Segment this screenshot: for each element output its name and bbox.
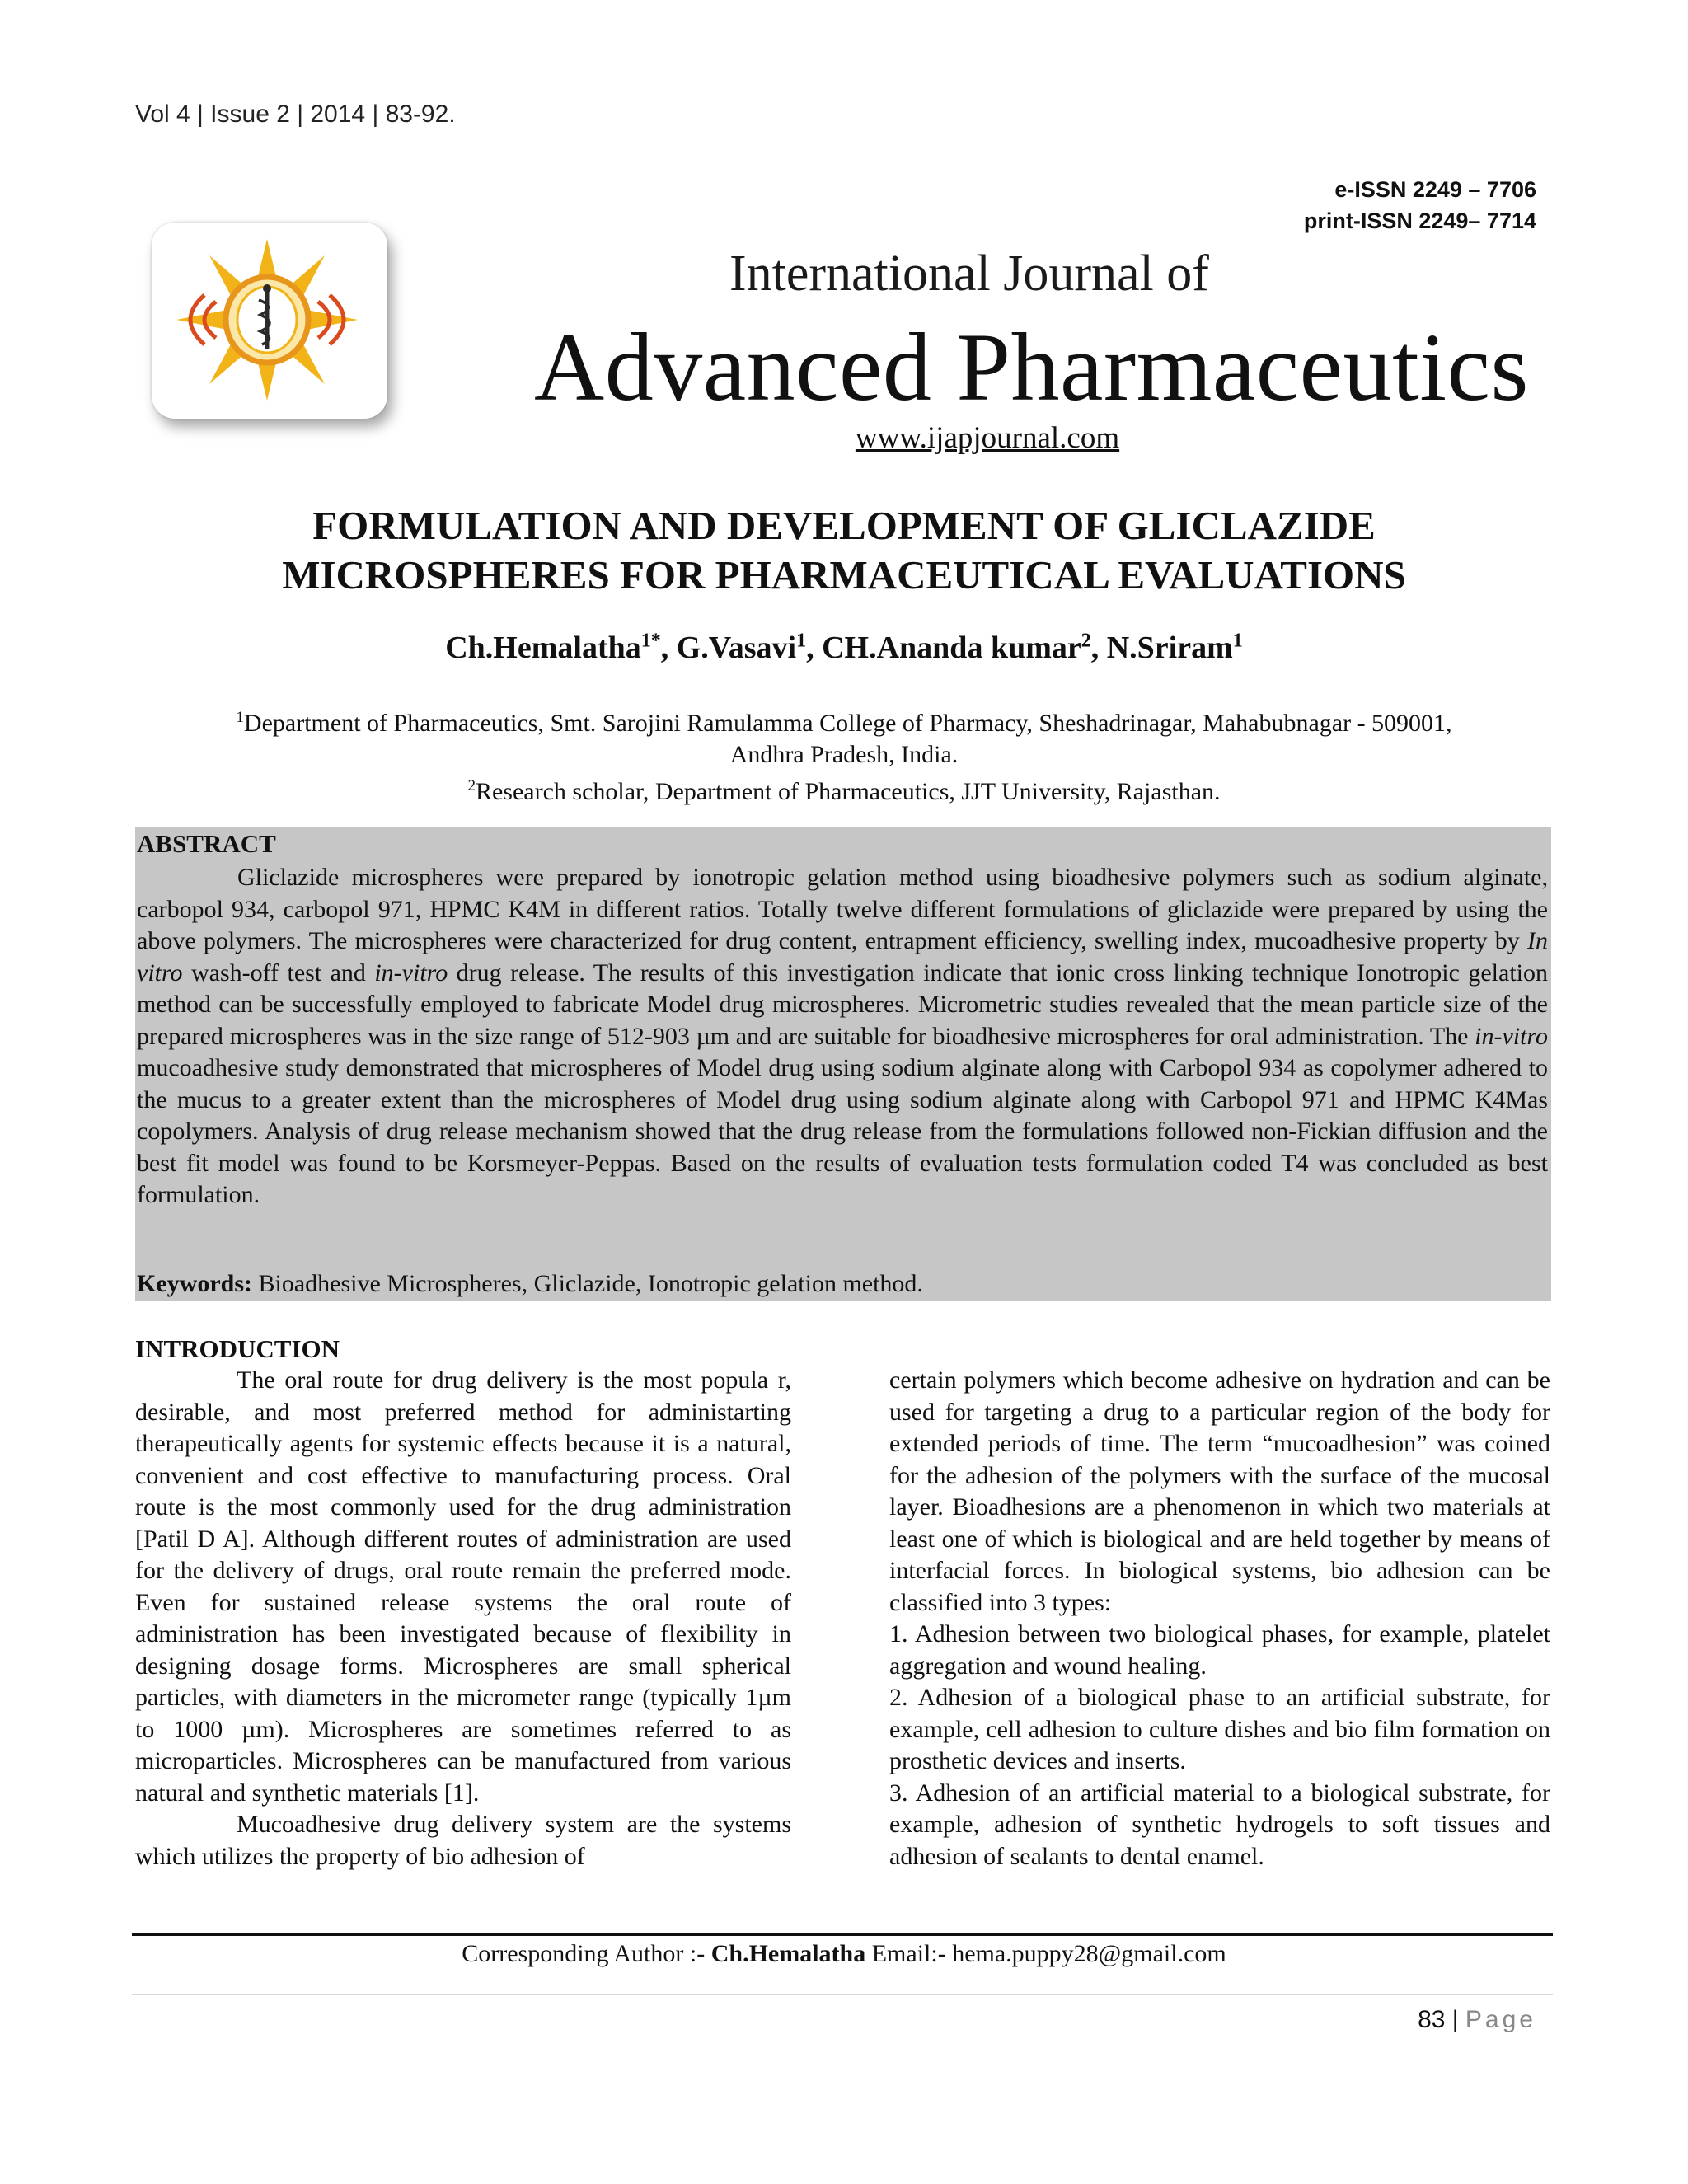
abstract-italic-term: In vitro [137,927,1548,987]
affiliation-marker: 2 [467,777,476,794]
journal-url-link[interactable]: www.ijapjournal.com [855,421,1120,455]
abstract-heading: ABSTRACT [137,829,276,858]
journal-name-line1: International Journal of [729,246,1209,302]
author-name: G.Vasavi [676,630,797,665]
e-issn: e-ISSN 2249 – 7706 [1334,177,1536,202]
author-list [0,630,1688,666]
author-affiliation-marker: 2 [1081,630,1091,652]
abstract-text-part: mucoadhesive study demonstrated that microspheres of Model drug using sodium alginate along with Carbopol 934 as copolymer adhered to the mucus to a greater extent than the microspheres of Model drug using sodium alginate along with Carbopol 971 and HPMC K4Mas copolymers. Analysis of drug release mechanism showed that the drug release from the formulations followed non-Fickian diffusion and the best fit model was found to be Korsmeyer-Peppas. Based on the results of evaluation tests formulation coded T4 was concluded as best formulation. [137,1054,1548,1208]
author-name: Ch.Hemalatha [445,630,641,665]
keywords-line [137,1270,1548,1298]
introduction-heading: INTRODUCTION [135,1334,340,1363]
author-affiliation-marker: 1 [1232,630,1243,652]
volume-issue-line: Vol 4 | Issue 2 | 2014 | 83-92. [135,101,456,128]
page-separator: | [1445,2006,1465,2033]
print-issn: print-ISSN 2249– 7714 [1303,209,1536,233]
paper-title [0,501,1688,600]
affiliation-1 [124,702,1564,739]
adhesion-type-1: 1. Adhesion between two biological phases, for example, platelet aggregation and wound healing. [889,1620,1550,1680]
adhesion-type-3: 3. Adhesion of an artificial material to a biological substrate, for example, adhesion of synthetic hydrogels to soft tissues and adhesion of sealants to dental enamel. [889,1779,1550,1870]
author-separator: , [806,630,823,665]
paper-title-line2: MICROSPHERES FOR PHARMACEUTICAL EVALUATIONS [282,552,1406,598]
keywords-text: Bioadhesive Microspheres, Gliclazide, Ionotropic gelation method. [251,1270,923,1297]
abstract-text-part: drug release. The results of this investigation indicate that ionic cross linking technique Ionotropic gelation method can be successfully employed to fabricate Model drug microspheres. Micrometric studies revealed that the mean particle size of the prepared microspheres was in the size range of 512-903 µm and are suitable for bioadhesive microspheres for oral administration. The [137,958,1548,1050]
abstract-italic-term: in-vitro [374,958,448,987]
corresponding-email: Email:- hema.puppy28@gmail.com [865,1940,1226,1967]
corresponding-author-name: Ch.Hemalatha [710,1940,866,1967]
author-affiliation-marker: 1* [640,630,661,652]
corresponding-label: Corresponding Author :- [462,1940,711,1967]
abstract-text [137,862,1548,1212]
adhesion-type-2: 2. Adhesion of a biological phase to an artificial substrate, for example, cell adhesion to culture dishes and bio film formation on prosthetic devices and inserts. [889,1684,1550,1774]
paper-title-line1: FORMULATION AND DEVELOPMENT OF GLICLAZIDE [312,503,1376,548]
affiliation-1-line1: Department of Pharmaceutics, Smt. Sarojini Ramulamma College of Pharmacy, Sheshadrinagar, Mahabubnagar - 509001, [243,710,1452,737]
abstract-text-part: wash-off test and [182,958,375,987]
page-word: Page [1465,2006,1536,2033]
affiliations [124,702,1564,808]
keywords-label: Keywords: [137,1270,252,1297]
footer-divider [132,1933,1553,1936]
affiliation-2 [124,771,1564,808]
abstract-italic-term: in-vitro [1475,1022,1548,1050]
author-separator: , [1090,630,1107,665]
author-separator: , [660,630,677,665]
sun-caduceus-logo-icon [152,223,387,419]
affiliation-marker: 1 [236,709,244,726]
right-column [889,1365,1550,1872]
author-affiliation-marker: 1 [796,630,807,652]
footer-thin-divider [132,1994,1553,1995]
affiliation-2-text: Research scholar, Department of Pharmaceutics, JJT University, Rajasthan. [475,778,1221,805]
left-column [135,1365,791,1872]
corresponding-author-line [0,1940,1688,1968]
page-number-value: 83 [1418,2006,1446,2033]
journal-logo [152,223,387,419]
abstract-text-part: Gliclazide microspheres were prepared by ionotropic gelation method using bioadhesive polymers such as sodium alginate, carbopol 934, carbopol 971, HPMC K4M in different ratios. Totally twelve different formulations of gliclazide were prepared by using the above polymers. The microspheres were characterized for drug content, entrapment efficiency, swelling index, mucoadhesive property by [137,864,1548,954]
author-name: CH.Ananda kumar [822,630,1081,665]
journal-name-line2: Advanced Pharmaceutics [534,313,1529,421]
intro-paragraph-3: certain polymers which become adhesive on hydration and can be used for targeting a drug to a particular region of the body for extended periods of time. The term “mucoadhesion” was coined for the adhesion of the polymers with the surface of the mucosal layer. Bioadhesions are a phenomenon in which two materials at least one of which is biological and are held together by means of interfacial forces. In biological systems, bio adhesion can be classified into 3 types: [889,1366,1550,1616]
affiliation-1-line2: Andhra Pradesh, India. [729,741,959,768]
intro-paragraph-1: The oral route for drug delivery is the most popula r, desirable, and most preferred method for administarting therapeutically agents for systemic effects because it is a natural, convenient and cost effective to manufacturing process. Oral route is the most commonly used for the drug administration [Patil D A]. Although different routes of administration are used for the delivery of drugs, oral route remain the preferred mode. Even for sustained release systems the oral route of administration has been investigated because of flexibility in designing dosage forms. Microspheres are small spherical particles, with diameters in the micrometer range (typically 1µm to 1000 µm). Microspheres are sometimes referred to as microparticles. Microspheres can be manufactured from various natural and synthetic materials [1]. [135,1366,791,1807]
page-number [1418,2006,1536,2034]
author-name: N.Sriram [1106,630,1233,665]
intro-paragraph-2: Mucoadhesive drug delivery system are the systems which utilizes the property of bio adhesion of [135,1811,791,1870]
